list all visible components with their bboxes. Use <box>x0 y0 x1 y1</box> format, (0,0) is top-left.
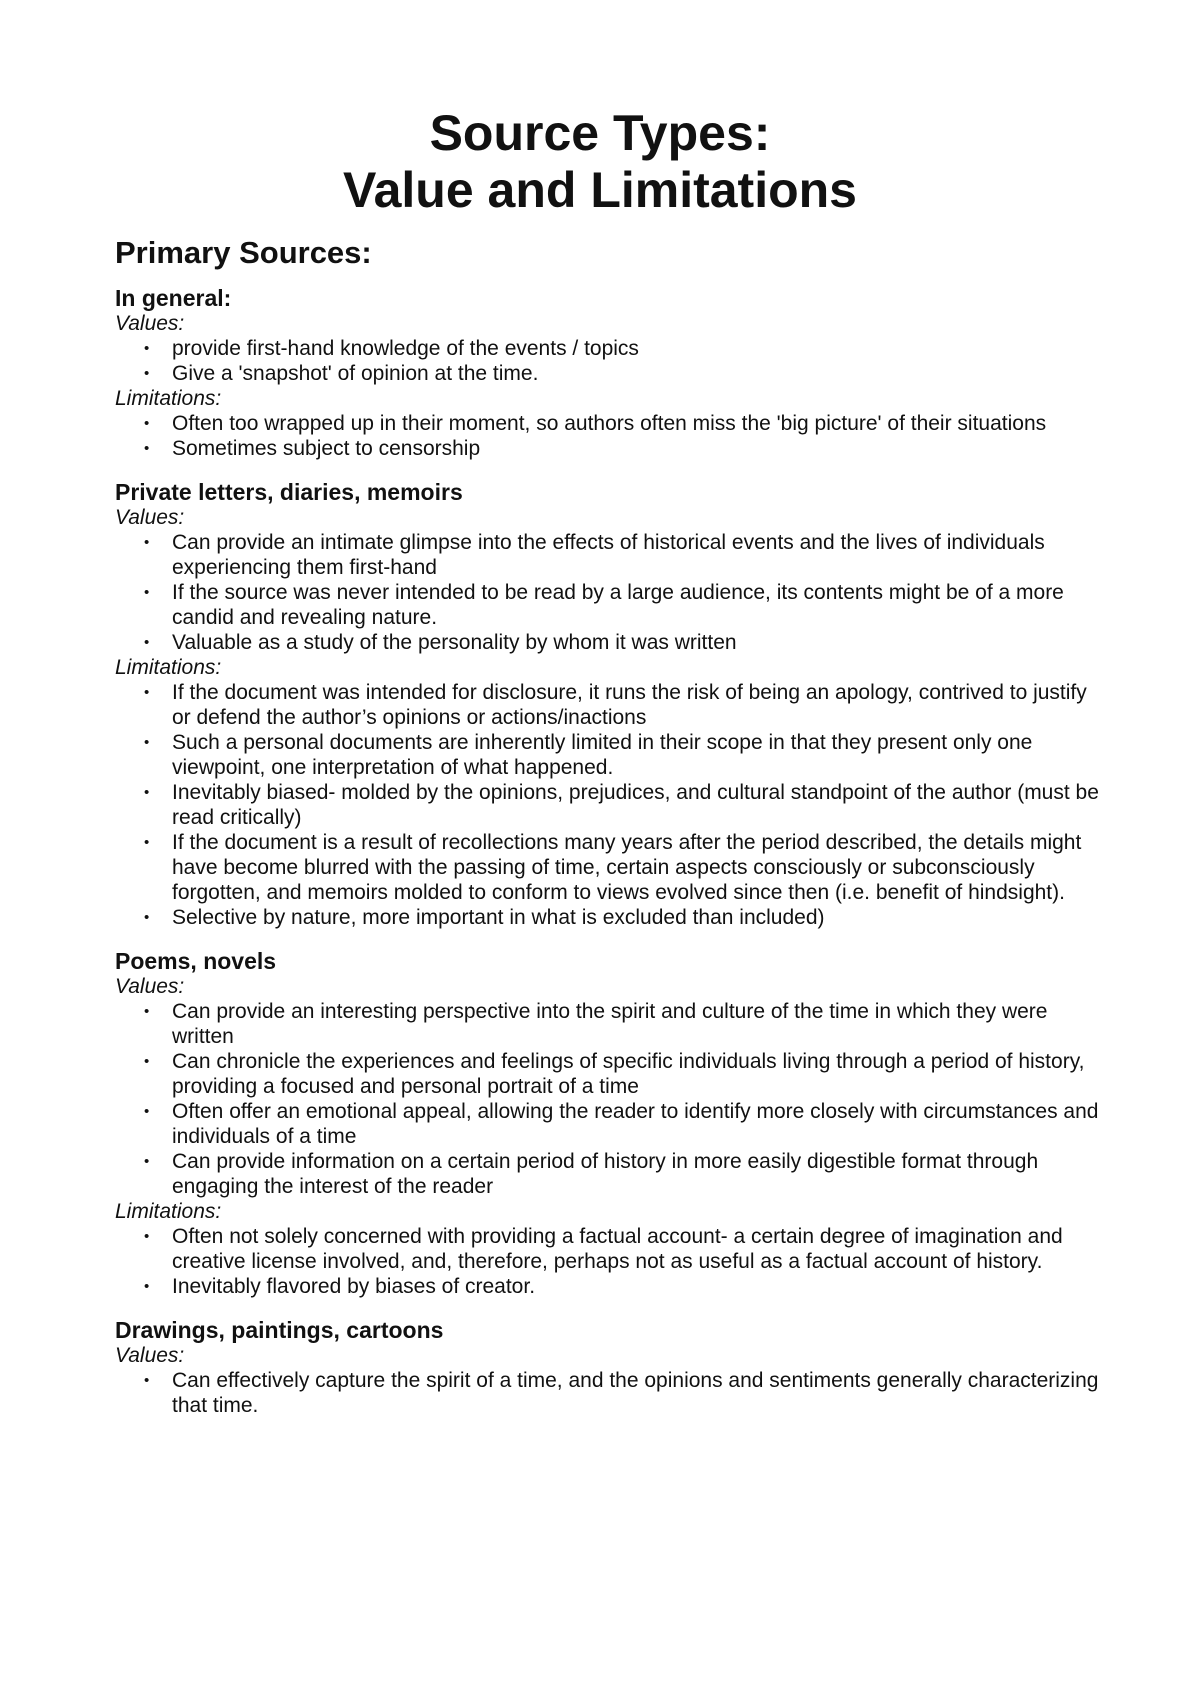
value-item: • Can provide an interesting perspective into the spirit and culture of the time in which they were written <box>115 999 1105 1049</box>
values-label-list <box>115 336 1105 386</box>
group-title: Private letters, diaries, memoirs <box>115 479 463 505</box>
values-label-list <box>115 999 1105 1199</box>
limitations-label: Limitations: <box>115 387 222 410</box>
values-label-list <box>115 1368 1105 1418</box>
value-item: • Can provide information on a certain period of history in more easily digestible format through engaging the interest of the reader <box>115 1149 1105 1199</box>
title-line-1: Source Types: <box>429 105 771 161</box>
limitation-item: • If the document was intended for disclosure, it runs the risk of being an apology, contrived to justify or defend the author’s opinions or actions/inactions <box>115 680 1105 730</box>
value-item: • Often offer an emotional appeal, allowing the reader to identify more closely with circumstances and individuals of a time <box>115 1099 1105 1149</box>
document-page <box>115 105 1105 1436</box>
limitation-item: • Selective by nature, more important in what is excluded than included) <box>115 905 1105 930</box>
values-label: Values: <box>115 312 185 335</box>
values-label: Values: <box>115 1344 185 1367</box>
value-item: • Can chronicle the experiences and feelings of specific individuals living through a period of history, providing a focused and personal portrait of a time <box>115 1049 1105 1099</box>
values-label: Values: <box>115 506 185 529</box>
limitations-label-list <box>115 680 1105 930</box>
limitation-item: • Inevitably biased- molded by the opinions, prejudices, and cultural standpoint of the author (must be read critically) <box>115 780 1105 830</box>
value-item: • Can provide an intimate glimpse into the effects of historical events and the lives of individuals experiencing them first-hand <box>115 530 1105 580</box>
source-type-groups <box>115 285 1105 1418</box>
limitation-item: • Such a personal documents are inherently limited in their scope in that they present only one viewpoint, one interpretation of what happened. <box>115 730 1105 780</box>
value-item: • Can effectively capture the spirit of a time, and the opinions and sentiments generally characterizing that time. <box>115 1368 1105 1418</box>
section-title-primary-sources: Primary Sources: <box>115 235 372 270</box>
limitation-item: • Often too wrapped up in their moment, so authors often miss the 'big picture' of their situations <box>115 411 1105 436</box>
source-group <box>115 1317 1105 1418</box>
group-title: In general: <box>115 285 232 311</box>
group-title: Poems, novels <box>115 948 277 974</box>
limitations-label-list <box>115 411 1105 461</box>
limitation-item: • Inevitably flavored by biases of creator. <box>115 1274 1105 1299</box>
page-title <box>0 105 1200 219</box>
value-item: • Valuable as a study of the personality by whom it was written <box>115 630 1105 655</box>
group-title: Drawings, paintings, cartoons <box>115 1317 444 1343</box>
title-line-2: Value and Limitations <box>343 162 857 218</box>
limitation-item: • Often not solely concerned with providing a factual account- a certain degree of imagination and creative license involved, and, therefore, perhaps not as useful as a factual account of history. <box>115 1224 1105 1274</box>
source-group <box>115 948 1105 1299</box>
value-item: • provide first-hand knowledge of the events / topics <box>115 336 1105 361</box>
limitations-label: Limitations: <box>115 1200 222 1223</box>
limitations-label-list <box>115 1224 1105 1299</box>
limitations-label: Limitations: <box>115 656 222 679</box>
source-group <box>115 479 1105 930</box>
limitation-item: • Sometimes subject to censorship <box>115 436 1105 461</box>
values-label-list <box>115 530 1105 655</box>
limitation-item: • If the document is a result of recollections many years after the period described, the details might have become blurred with the passing of time, certain aspects consciously or subconsciously forgotten, and memoirs molded to conform to views evolved since then (i.e. benefit of hindsight). <box>115 830 1105 905</box>
value-item: • Give a 'snapshot' of opinion at the time. <box>115 361 1105 386</box>
source-group <box>115 285 1105 461</box>
values-label: Values: <box>115 975 185 998</box>
value-item: • If the source was never intended to be read by a large audience, its contents might be of a more candid and revealing nature. <box>115 580 1105 630</box>
